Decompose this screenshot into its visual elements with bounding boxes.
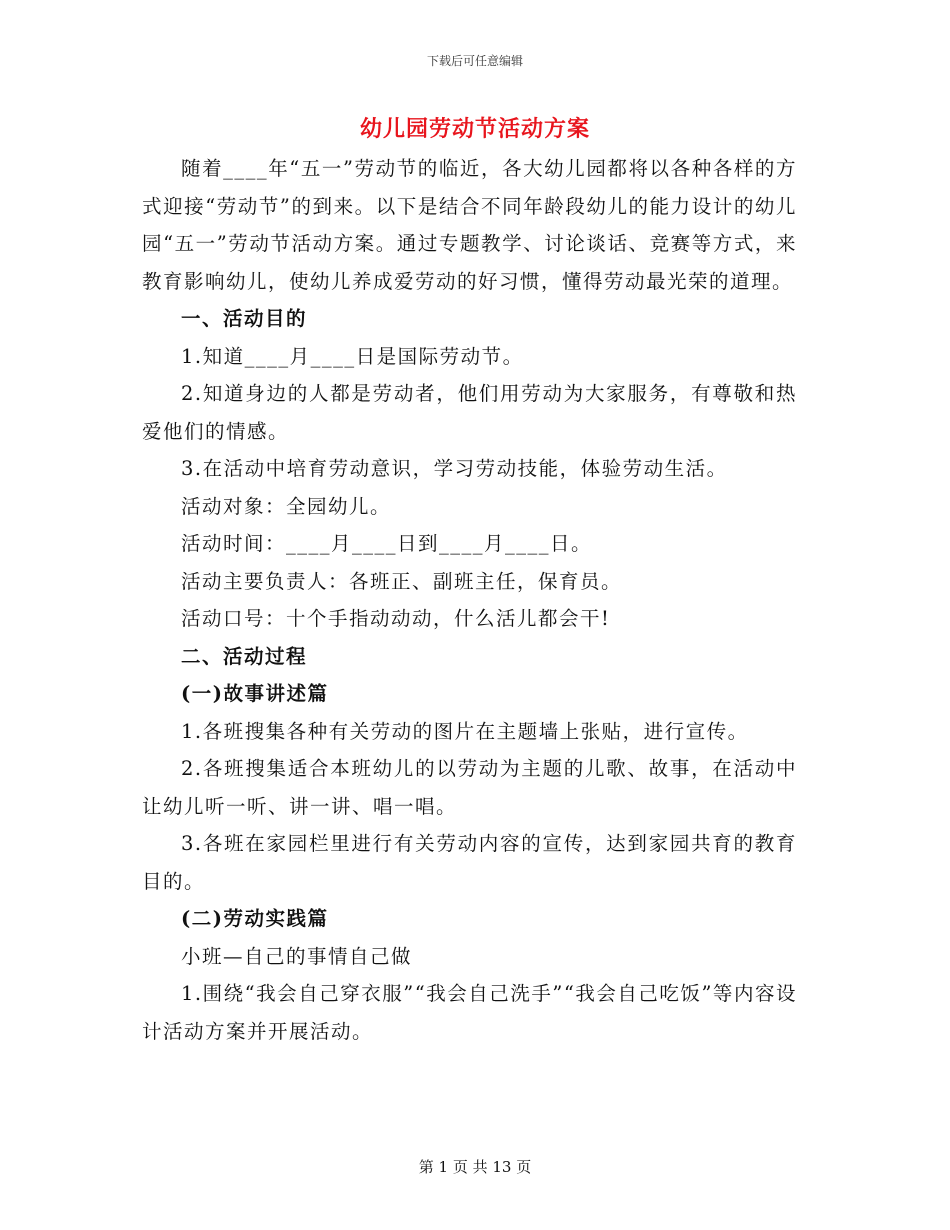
activity-target: 活动对象：全园幼儿。: [181, 494, 392, 518]
subsection-heading-story: (一)故事讲述篇: [181, 682, 329, 705]
activity-time: 活动时间：____月____日到____月____日。: [181, 532, 593, 555]
practice-small-class: 小班—自己的事情自己做: [181, 944, 413, 968]
purpose-item-3: 3.在活动中培育劳动意识，学习劳动技能，体验劳动生活。: [181, 457, 728, 480]
header-note: 下载后可任意编辑: [426, 54, 523, 68]
story-item-2: 2.各班搜集适合本班幼儿的以劳动为主题的儿歌、故事，在活动中让幼儿听一听、讲一讲、唱一唱。: [142, 757, 797, 818]
story-item-3: 3.各班在家园栏里进行有关劳动内容的宣传，达到家园共育的教育目的。: [142, 832, 797, 893]
intro-paragraph: 随着____年“五一”劳动节的临近，各大幼儿园都将以各种各样的方式迎接“劳动节”的到来。以下是结合不同年龄段幼儿的能力设计的幼儿园“五一”劳动节活动方案。通过专题教学、讨论谈话、竞赛等方式，来教育影响幼儿，使幼儿养成爱劳动的好习惯，懂得劳动最光荣的道理。: [142, 157, 797, 293]
section-heading-process: 二、活动过程: [181, 644, 308, 668]
purpose-item-2: 2.知道身边的人都是劳动者，他们用劳动为大家服务，有尊敬和热爱他们的情感。: [142, 382, 797, 443]
story-item-1: 1.各班搜集各种有关劳动的图片在主题墙上张贴，进行宣传。: [181, 719, 749, 743]
subsection-heading-practice: (二)劳动实践篇: [181, 907, 329, 930]
document-body: [142, 150, 797, 1050]
page-number: 第 1 页 共 13 页: [418, 1158, 532, 1176]
section-heading-purpose: 一、活动目的: [181, 307, 308, 330]
practice-item-1: 1.围绕“我会自己穿衣服”“我会自己洗手”“我会自己吃饭”等内容设计活动方案并开展活动。: [142, 982, 797, 1043]
document-title: 幼儿园劳动节活动方案: [359, 116, 590, 142]
activity-owner: 活动主要负责人：各班正、副班主任，保育员。: [181, 569, 623, 593]
purpose-item-1: 1.知道____月____日是国际劳动节。: [181, 344, 524, 368]
activity-slogan: 活动口号：十个手指动动动，什么活儿都会干!: [181, 607, 611, 630]
